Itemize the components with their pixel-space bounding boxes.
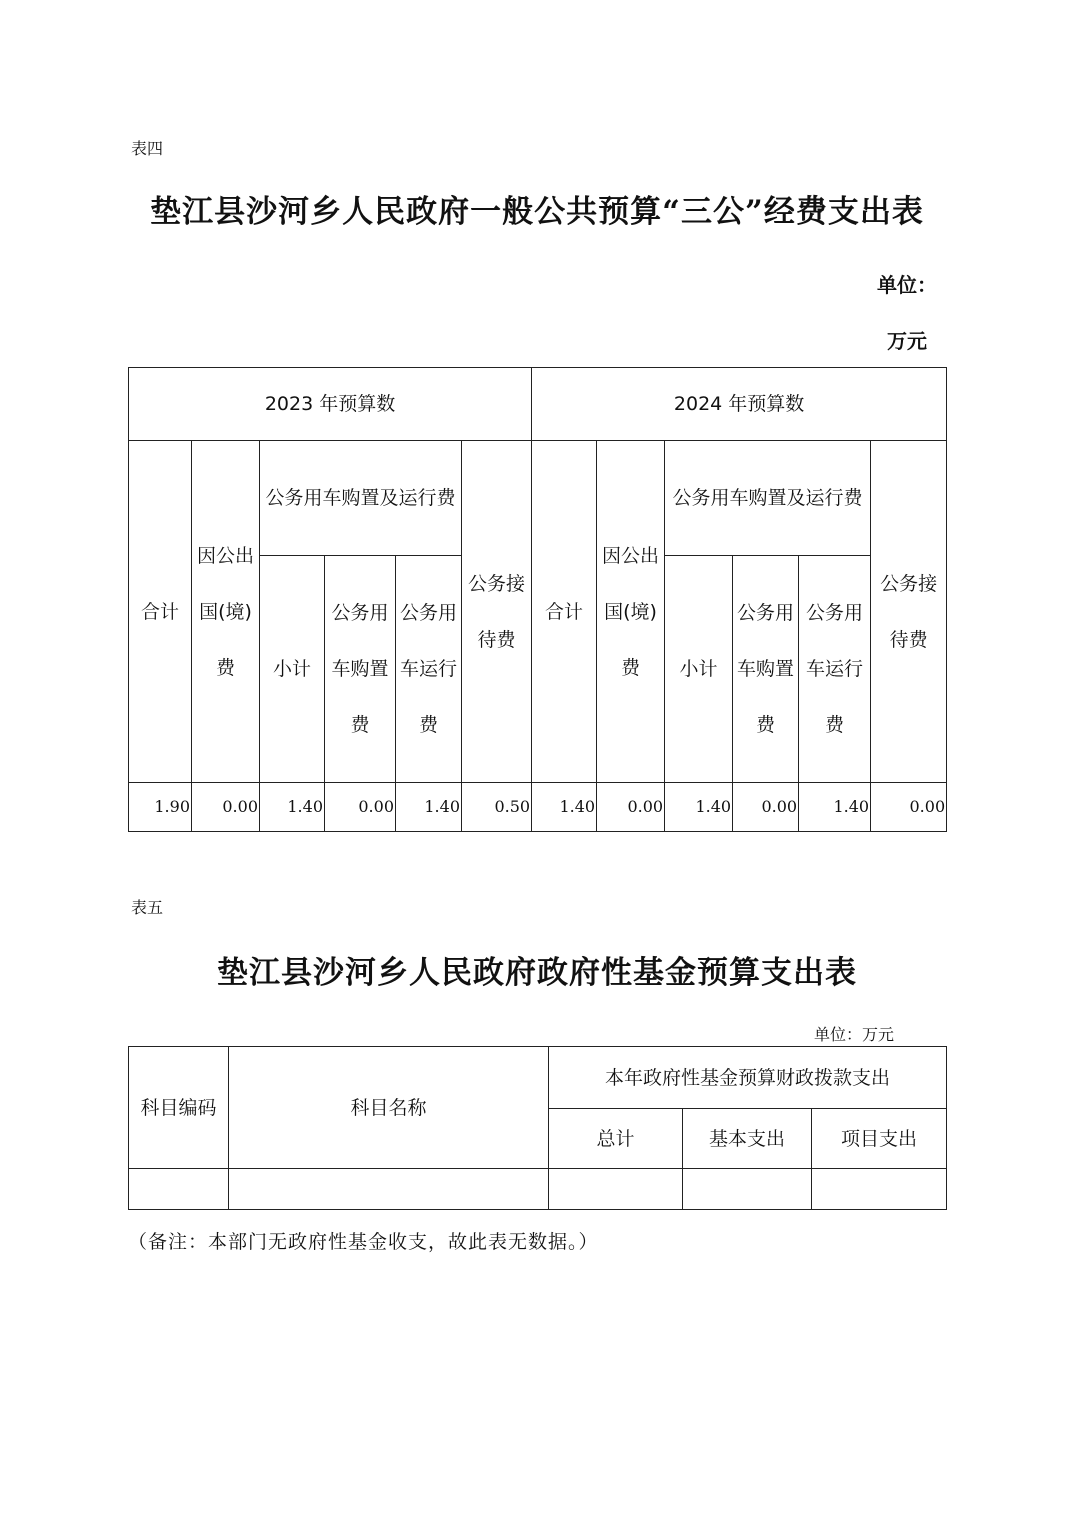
header-subject-code: 科目编码 bbox=[129, 1047, 229, 1169]
table5-label: 表五 bbox=[131, 898, 164, 917]
value-2023-reception: 0.50 bbox=[462, 783, 532, 832]
empty-cell bbox=[812, 1169, 947, 1210]
value-2023-abroad: 0.00 bbox=[192, 783, 260, 832]
header-2023-total: 合计 bbox=[129, 441, 192, 783]
value-2023-operation: 1.40 bbox=[396, 783, 462, 832]
table5-unit: 单位：万元 bbox=[814, 1025, 895, 1044]
table4-title: 垫江县沙河乡人民政府一般公共预算“三公”经费支出表 bbox=[150, 194, 924, 230]
header-2023-vehicle: 公务用车购置及运行费 bbox=[265, 487, 456, 509]
header-total: 总计 bbox=[549, 1109, 683, 1169]
table-row bbox=[129, 783, 947, 832]
value-2024-abroad: 0.00 bbox=[597, 783, 665, 832]
header-2024-vehicle: 公务用车购置及运行费 bbox=[672, 487, 863, 509]
government-fund-budget-table bbox=[128, 1046, 947, 1210]
value-2024-purchase: 0.00 bbox=[733, 783, 799, 832]
table5-title: 垫江县沙河乡人民政府政府性基金预算支出表 bbox=[217, 955, 857, 991]
header-2023-subtotal: 小计 bbox=[260, 556, 325, 783]
header-2023-abroad: 因公出国(境)费 bbox=[196, 544, 254, 679]
header-2024-subtotal: 小计 bbox=[665, 556, 733, 783]
value-2024-reception: 0.00 bbox=[871, 783, 947, 832]
header-2024-purchase: 公务用车购置费 bbox=[737, 602, 795, 736]
header-2024-total: 合计 bbox=[532, 441, 597, 783]
value-2023-total: 1.90 bbox=[129, 783, 192, 832]
empty-cell bbox=[549, 1169, 683, 1210]
value-2023-purchase: 0.00 bbox=[325, 783, 396, 832]
header-2024-reception: 公务接待费 bbox=[880, 572, 938, 651]
header-2024-operation: 公务用车运行费 bbox=[806, 602, 864, 736]
header-2023-purchase: 公务用车购置费 bbox=[331, 602, 389, 736]
header-2023-reception: 公务接待费 bbox=[468, 572, 526, 651]
header-2024-budget: 2024 年预算数 bbox=[532, 368, 947, 441]
three-public-expenses-table bbox=[128, 367, 947, 832]
value-2024-subtotal: 1.40 bbox=[665, 783, 733, 832]
header-2024-abroad: 因公出国(境)费 bbox=[602, 544, 660, 679]
header-fund-expenditure: 本年政府性基金预算财政拨款支出 bbox=[549, 1047, 947, 1109]
value-2023-subtotal: 1.40 bbox=[260, 783, 325, 832]
value-2024-total: 1.40 bbox=[532, 783, 597, 832]
value-2024-operation: 1.40 bbox=[799, 783, 871, 832]
header-basic-expenditure: 基本支出 bbox=[683, 1109, 812, 1169]
table4-unit-line2: 万元 bbox=[887, 329, 927, 353]
table4-unit-line1: 单位： bbox=[877, 273, 937, 297]
header-project-expenditure: 项目支出 bbox=[812, 1109, 947, 1169]
header-subject-name: 科目名称 bbox=[229, 1047, 549, 1169]
table-row bbox=[129, 1169, 947, 1210]
table5-note: （备注：本部门无政府性基金收支，故此表无数据。） bbox=[128, 1231, 599, 1253]
empty-cell bbox=[129, 1169, 229, 1210]
empty-cell bbox=[229, 1169, 549, 1210]
header-2023-budget: 2023 年预算数 bbox=[129, 368, 532, 441]
header-2023-operation: 公务用车运行费 bbox=[399, 602, 457, 736]
empty-cell bbox=[683, 1169, 812, 1210]
table4-label: 表四 bbox=[131, 139, 164, 158]
